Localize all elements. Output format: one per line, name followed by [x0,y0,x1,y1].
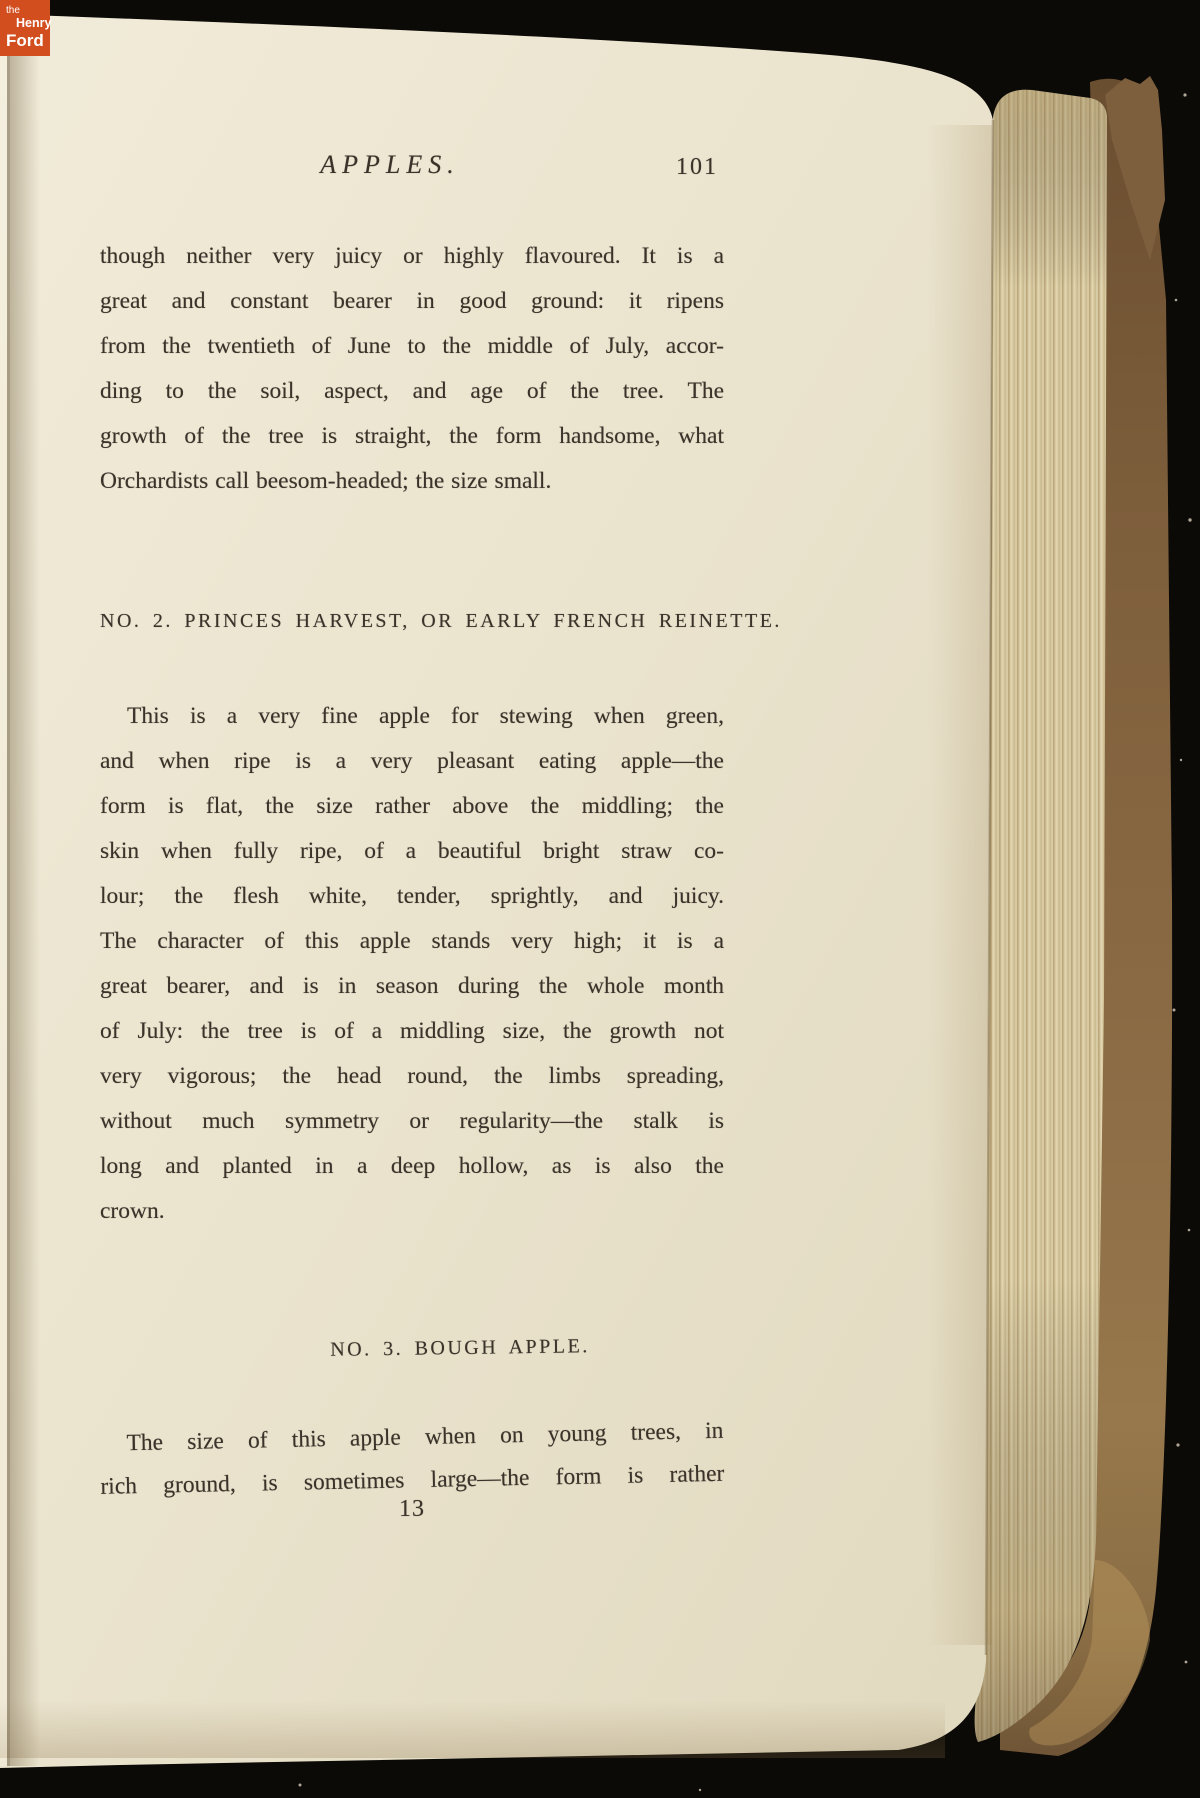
logo-line-ford: Ford [6,30,44,50]
text-line: and when ripe is a very pleasant eating apple—the [100,748,724,774]
text-line: of July: the tree is of a middling size, the growth not [100,1018,724,1044]
signature-mark: 13 [399,1496,425,1522]
text-line: The character of this apple stands very high; it is a [100,928,724,954]
paragraph-continuation [100,234,724,504]
page-number: 101 [676,154,718,180]
text-line: long and planted in a deep hollow, as is also the [100,1153,724,1179]
text-line: lour; the flesh white, tender, sprightly, and juicy. [100,883,724,909]
text-line: great and constant bearer in good ground: it ripens [100,288,724,314]
logo-line-the: the [6,5,20,16]
gutter-sliver [0,14,7,1766]
text-line: form is flat, the size rather above the middling; the [100,793,724,819]
gutter-crease [7,14,10,1766]
gutter-shadow [10,14,40,1766]
text-line: Orchardists call beesom-headed; the size small. [100,468,552,494]
section-heading-no2: NO. 2. PRINCES HARVEST, OR EARLY FRENCH REINETTE. [100,610,782,632]
text-line: rich ground, is sometimes large—the form is rather [100,1460,725,1500]
text-line: great bearer, and is in season during the whole month [100,973,724,999]
text-line: ding to the soil, aspect, and age of the tree. The [100,378,724,404]
text-line: growth of the tree is straight, the form handsome, what [100,423,724,449]
text-line: skin when fully ripe, of a beautiful bright straw co- [100,838,724,864]
logo-line-henry: Henry [16,16,52,30]
text-line: This is a very fine apple for stewing when green, [127,703,724,729]
printed-page-text [100,0,782,1798]
henry-ford-logo [0,0,50,56]
text-line: though neither very juicy or highly flavoured. It is a [100,243,724,269]
page-edge-stack-shading [975,90,1107,1742]
text-line: crown. [100,1198,165,1224]
paragraph-bough-apple [99,1410,725,1509]
paragraph-princes-harvest [100,694,724,1234]
section-heading-no3: NO. 3. BOUGH APPLE. [330,1335,590,1361]
text-line: The size of this apple when on young trees, in [126,1417,724,1457]
pre-edge-shadow [928,125,992,1645]
text-line: very vigorous; the head round, the limbs spreading, [100,1063,724,1089]
running-head: APPLES. [320,150,460,179]
text-line: from the twentieth of June to the middle of July, accor- [100,333,724,359]
text-line: without much symmetry or regularity—the stalk is [100,1108,724,1134]
